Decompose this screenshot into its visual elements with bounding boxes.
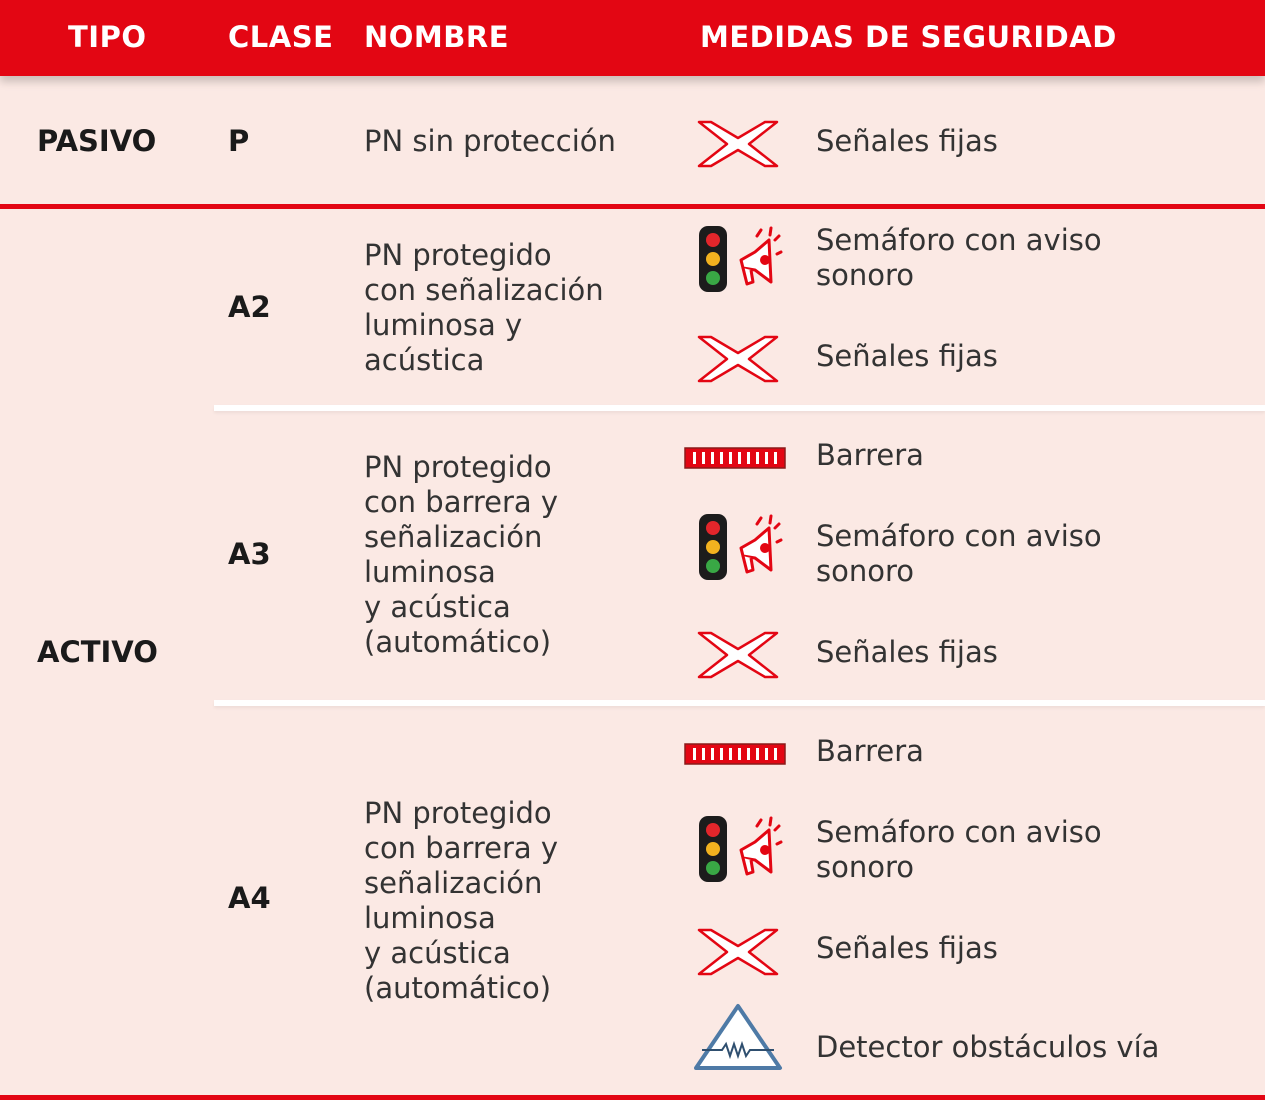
cross-sign-icon xyxy=(695,118,781,170)
traffic-light-horn-icon xyxy=(697,224,787,294)
header-tipo: TIPO xyxy=(68,20,147,54)
measure-text-a2-senales: Señales fijas xyxy=(816,339,998,373)
barrier-icon xyxy=(684,743,786,765)
cross-sign-icon xyxy=(695,333,781,385)
cross-sign-icon xyxy=(695,926,781,978)
header-medidas: MEDIDAS DE SEGURIDAD xyxy=(700,20,1117,54)
row-divider xyxy=(214,700,1265,706)
clase-a4: A4 xyxy=(228,881,271,915)
measure-text-a3-senales: Señales fijas xyxy=(816,635,998,669)
measure-text-a4-senales: Señales fijas xyxy=(816,931,998,965)
nombre-a2: PN protegido con señalización luminosa y acústica xyxy=(364,238,604,377)
nombre-a3: PN protegido con barrera y señalización luminosa y acústica (automático) xyxy=(364,450,559,659)
measure-text-a3-semaforo: Semáforo con aviso sonoro xyxy=(816,519,1102,588)
obstacle-detector-icon xyxy=(692,1002,784,1072)
nombre-p: PN sin protección xyxy=(364,124,616,158)
measure-text-a4-barrera: Barrera xyxy=(816,734,924,768)
row-divider xyxy=(214,405,1265,411)
tipo-pasivo: PASIVO xyxy=(37,124,157,158)
traffic-light-horn-icon xyxy=(697,512,787,582)
tipo-activo: ACTIVO xyxy=(37,635,158,669)
bottom-border xyxy=(0,1095,1265,1100)
cross-sign-icon xyxy=(695,629,781,681)
clase-a2: A2 xyxy=(228,290,271,324)
measure-text-a2-semaforo: Semáforo con aviso sonoro xyxy=(816,223,1102,292)
header-clase: CLASE xyxy=(228,20,334,54)
measure-text-a4-detector: Detector obstáculos vía xyxy=(816,1030,1160,1064)
header-nombre: NOMBRE xyxy=(364,20,510,54)
barrier-icon xyxy=(684,447,786,469)
traffic-light-horn-icon xyxy=(697,814,787,884)
measure-text-a4-semaforo: Semáforo con aviso sonoro xyxy=(816,815,1102,884)
nombre-a4: PN protegido con barrera y señalización luminosa y acústica (automático) xyxy=(364,796,559,1005)
measure-text-a3-barrera: Barrera xyxy=(816,438,924,472)
section-divider xyxy=(0,204,1265,209)
clase-a3: A3 xyxy=(228,537,271,571)
measure-text-p-senales: Señales fijas xyxy=(816,124,998,158)
table-header xyxy=(0,0,1265,76)
clase-p: P xyxy=(228,124,250,158)
